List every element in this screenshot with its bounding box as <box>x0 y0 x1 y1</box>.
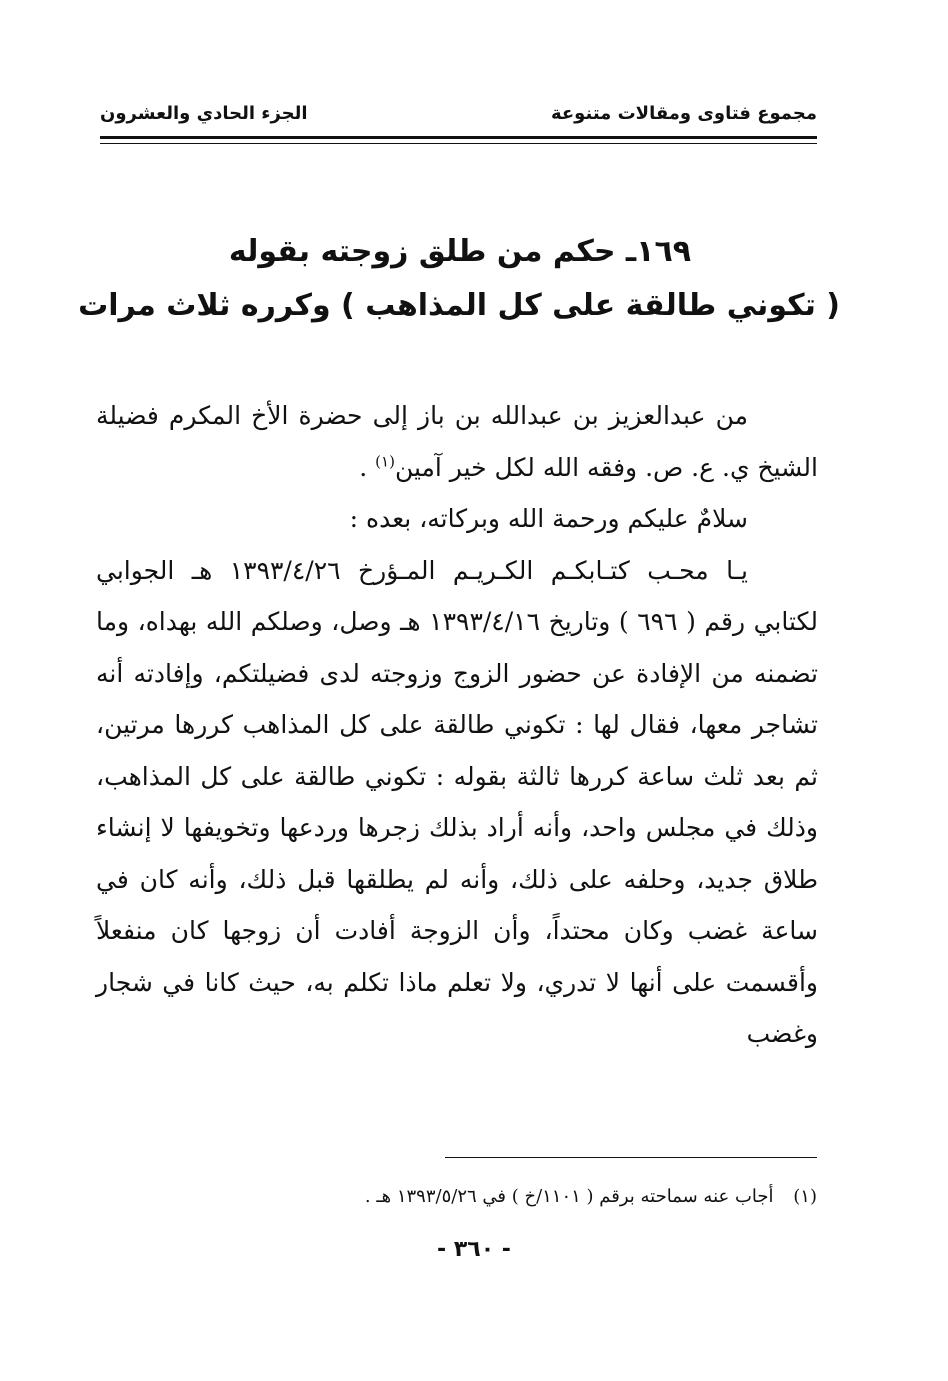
header-rule-thick <box>100 136 817 139</box>
paragraph-opening <box>96 390 818 493</box>
paragraph-greeting: سلامٌ عليكم ورحمة الله وبركاته، بعده : <box>349 504 748 533</box>
title-line-2: ( تكوني طالقة على كل المذاهب ) وكرره ثلاث مرات <box>78 288 840 323</box>
header-rule-thin <box>100 143 817 144</box>
paragraph-opening-text: من عبدالعزيز بن عبدالله بن باز إلى حضرة الأخ المكرم فضيلة الشيخ ي. ع. ص. وفقه الله لكل خير آمين <box>96 401 818 482</box>
footnote-rule <box>445 1157 817 1158</box>
footnote-marker: (١) <box>793 1186 817 1207</box>
running-header <box>100 98 817 128</box>
page-number: - ٣٦٠ - <box>437 1237 511 1262</box>
footnote-text: أجاب عنه سماحته برقم ( ١١٠١/خ ) في ١٣٩٣/٥/٢٦ هـ . <box>364 1186 774 1207</box>
title-line-1: ١٦٩ـ حكم من طلق زوجته بقوله <box>228 234 692 269</box>
volume-label: الجزء الحادي والعشرون <box>100 102 308 124</box>
paragraph-main: يـا محـب كتـابكـم الكـريـم المـؤرخ ١٣٩٣/٤/٢٦ هـ الجوابي لكتابي رقم ( ٦٩٦ ) وتاريخ ١٣٩٣/٤/١٦ هـ وصل، وصلكم الله بهداه، وما تضمنه من الإفادة عن حضور الزوج وزوجته لدى فضيلتكم، وإفادته أنه تشاجر معها، فقال لها : تكوني طالقة على كل المذاهب كررها مرتين، ثم بعد ثلث ساعة كررها ثالثة بقوله : تكوني طالقة على كل المذاهب، وذلك في مجلس واحد، وأنه أراد بذلك زجرها وردعها وتخويفها لا إنشاء طلاق جديد، وحلفه على ذلك، وأنه لم يطلقها قبل ذلك، وأنه كان في ساعة غضب وكان محتداً، وأن الزوجة أفادت أن زوجها كان منفعلاً وأقسمت على أنها لا تدري، ولا تعلم ماذا تكلم به، حيث كانا في شجار وغضب <box>96 555 818 1048</box>
chapter-title <box>80 225 840 333</box>
paragraph-opening-end: . <box>359 452 368 482</box>
body-text <box>96 390 818 1060</box>
book-title: مجموع فتاوى ومقالات متنوعة <box>550 102 817 124</box>
footnote <box>150 1182 817 1212</box>
footnote-reference: (١) <box>375 452 395 471</box>
